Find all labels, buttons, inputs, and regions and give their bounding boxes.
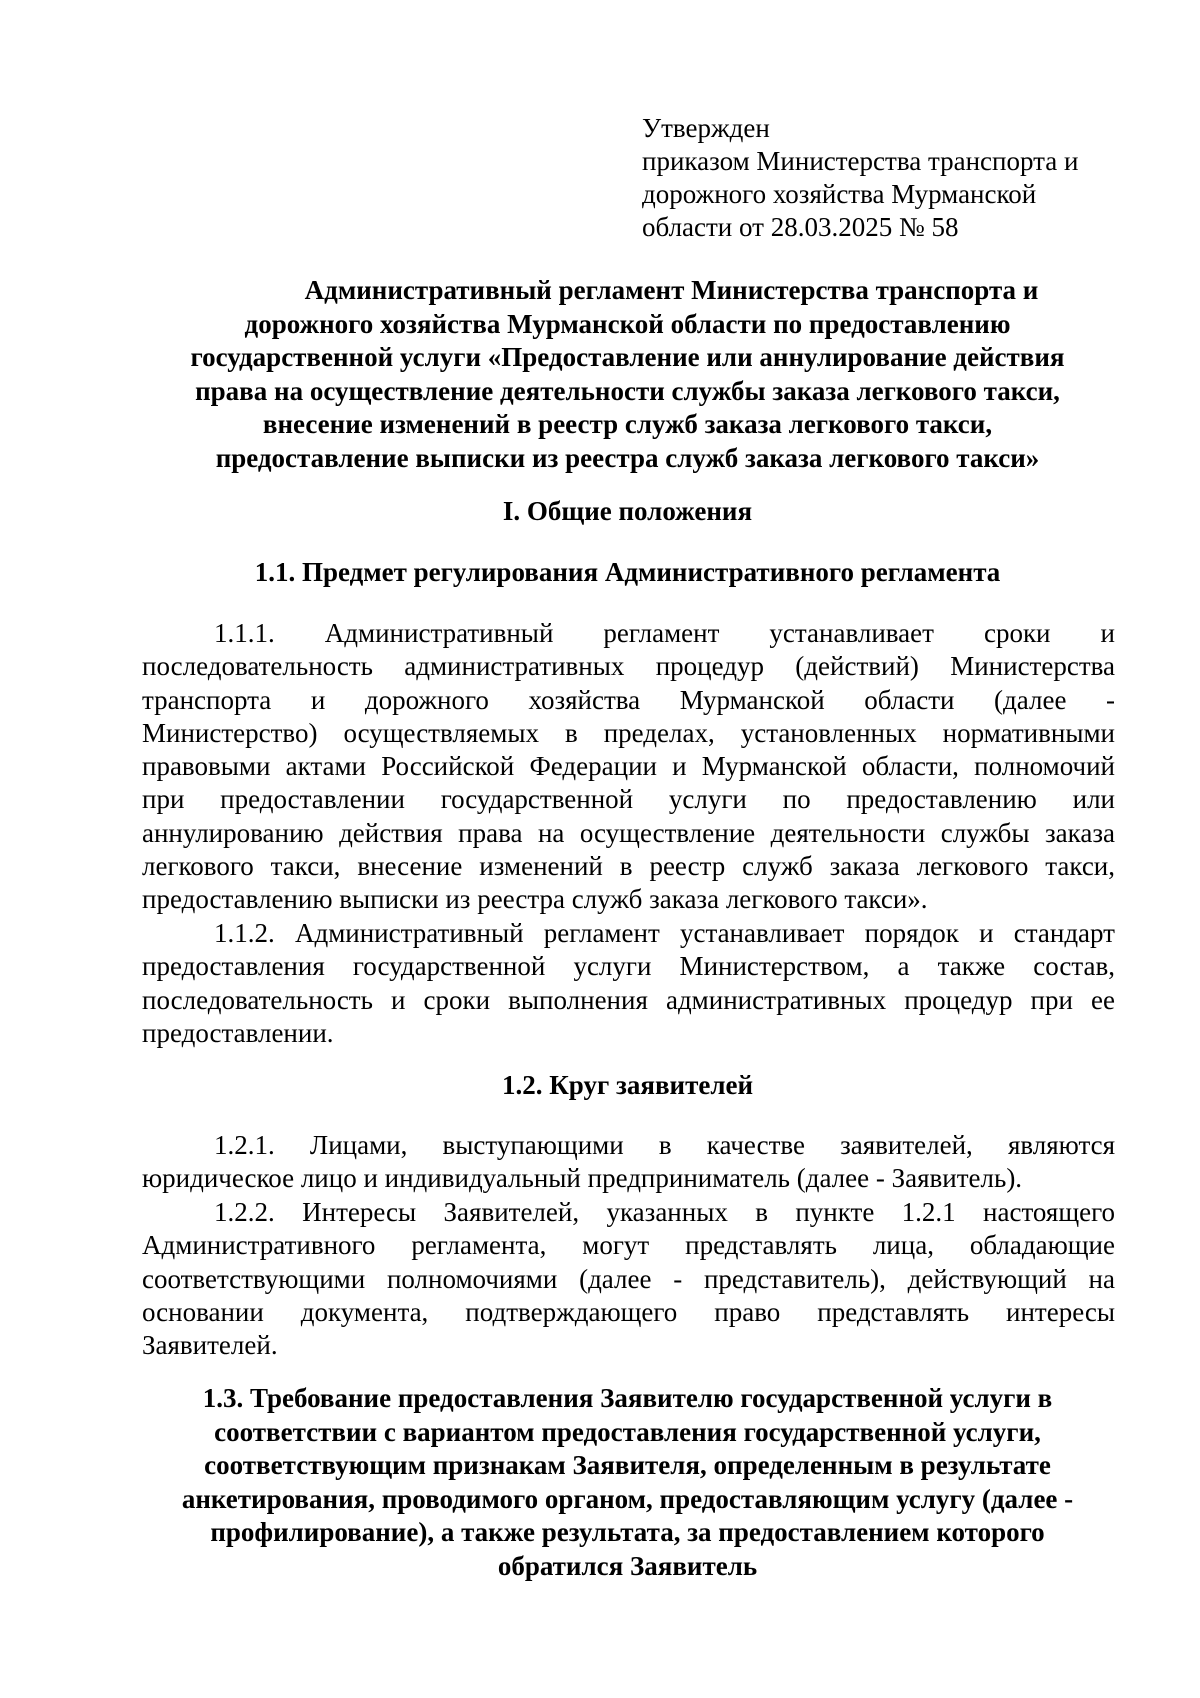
text-line: соответствующими полномочиями (далее - представитель), действующий на	[142, 1263, 1115, 1294]
subsection-heading: 1.1. Предмет регулирования Административного регламента	[254, 557, 1001, 587]
heading-line: 1.3. Требование предоставления Заявителю государственной услуги в	[202, 1383, 1053, 1413]
text-line: правовыми актами Российской Федерации и Мурманской области, полномочий	[142, 751, 1115, 782]
text-line: предоставления государственной услуги Министерством, а также состав,	[142, 951, 1115, 982]
title-line: государственной услуги «Предоставление или аннулирование действия	[190, 342, 1065, 372]
paragraph-1-2-2	[142, 1196, 1115, 1362]
text-line: 1.1.1. Административный регламент устанавливает сроки и	[214, 618, 1115, 648]
heading-line: анкетирования, проводимого органом, предоставляющим услугу (далее -	[181, 1483, 1074, 1514]
text-line: транспорта и дорожного хозяйства Мурманской области (далее -	[142, 684, 1115, 715]
document-title	[140, 274, 1115, 475]
paragraph-1-2-1	[142, 1129, 1115, 1196]
title-line: дорожного хозяйства Мурманской области по предоставлению	[244, 308, 1011, 339]
text-line: Заявителей.	[142, 1330, 278, 1361]
text-line: основании документа, подтверждающего право представлять интересы	[142, 1296, 1115, 1327]
text-line: при предоставлении государственной услуги по предоставлению или	[142, 784, 1115, 815]
text-line: Административного регламента, могут представлять лица, обладающие	[142, 1230, 1115, 1261]
text-line: 1.2.1. Лицами, выступающими в качестве заявителей, являются	[214, 1130, 1115, 1160]
text-line: аннулированию действия права на осуществление деятельности службы заказа	[142, 817, 1115, 848]
section-heading: I. Общие положения	[502, 496, 753, 526]
title-line: внесение изменений в реестр служб заказа легкового такси,	[262, 409, 993, 439]
approval-line: области от 28.03.2025 № 58	[642, 212, 959, 242]
text-line: 1.1.2. Административный регламент устанавливает порядок и стандарт	[214, 918, 1115, 948]
heading-line: соответствующим признакам Заявителя, определенным в результате	[204, 1450, 1051, 1480]
heading-line: соответствии с вариантом предоставления государственной услуги,	[214, 1416, 1041, 1447]
heading-line: профилирование), а также результата, за предоставлением которого	[210, 1517, 1045, 1547]
approval-line: приказом Министерства транспорта и	[642, 146, 1079, 176]
text-line: последовательность административных процедур (действий) Министерства	[142, 651, 1115, 682]
paragraph-1-1-1	[142, 617, 1115, 917]
approval-stamp	[642, 112, 1142, 244]
title-line: предоставление выписки из реестра служб заказа легкового такси»	[215, 442, 1040, 473]
text-line: предоставлении.	[142, 1017, 334, 1048]
title-line: Административный регламент Министерства транспорта и	[304, 275, 1039, 305]
subsection-heading	[140, 1382, 1115, 1583]
title-line: права на осуществление деятельности службы заказа легкового такси,	[195, 375, 1060, 406]
text-line: легкового такси, внесение изменений в реестр служб заказа легкового такси,	[142, 851, 1115, 882]
text-line: Министерство) осуществляемых в пределах, установленных нормативными	[142, 717, 1115, 748]
approval-line: Утвержден	[642, 113, 770, 143]
approval-line: дорожного хозяйства Мурманской	[642, 179, 1037, 209]
paragraph-1-1-2	[142, 917, 1115, 1050]
text-line: 1.2.2. Интересы Заявителей, указанных в пункте 1.2.1 настоящего	[214, 1197, 1115, 1227]
text-line: последовательность и сроки выполнения административных процедур при ее	[142, 984, 1115, 1015]
heading-line: обратился Заявитель	[497, 1550, 758, 1581]
text-line: предоставлению выписки из реестра служб заказа легкового такси».	[142, 884, 928, 915]
subsection-heading: 1.2. Круг заявителей	[501, 1070, 754, 1100]
text-line: юридическое лицо и индивидуальный предприниматель (далее - Заявитель).	[142, 1163, 1023, 1194]
